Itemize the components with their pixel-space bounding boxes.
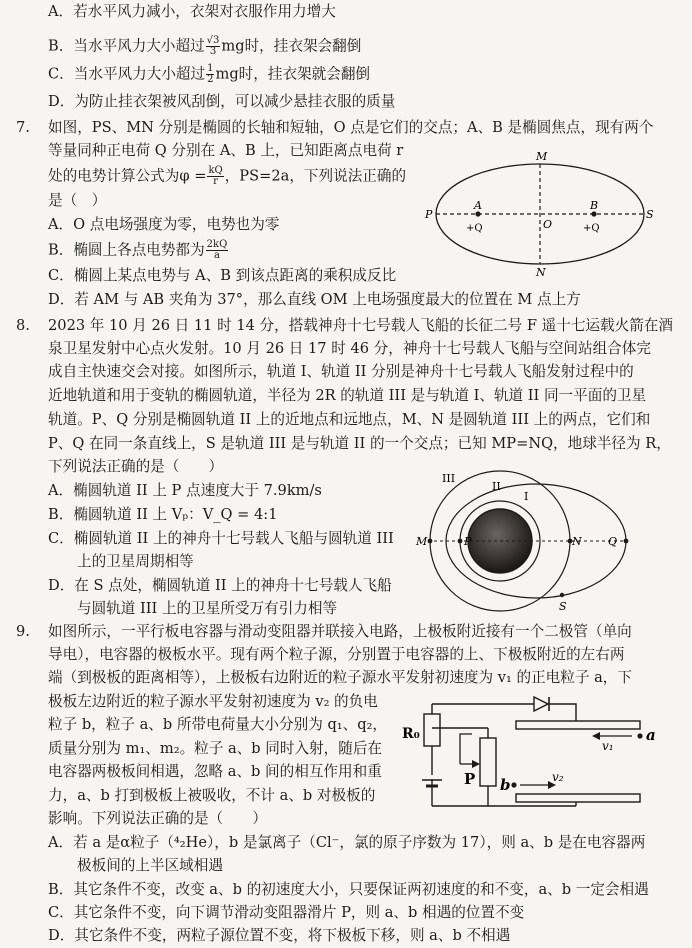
fraction: $\frac{2kQ}{a}$ [206, 239, 228, 261]
q7-stem-line: 等量同种正电荷 Q 分别在 A、B 上，已知距离点电荷 r [48, 142, 404, 159]
q8-option-c-cont: 上的卫星周期相等 [77, 553, 194, 570]
slider-wire [460, 734, 472, 764]
q7-option-d: D．若 AM 与 AB 夹角为 37°，那么直线 OM 上电场强度最大的位置在 M 点上方 [48, 291, 581, 308]
label-i: I [524, 490, 529, 503]
q9-option-a-cont: 极板间的上半区域相遇 [77, 857, 223, 874]
label-charge-b: +Q [583, 223, 600, 234]
label-m: M [536, 150, 548, 163]
particle-b [511, 782, 516, 787]
label-v2: v₂ [552, 770, 564, 784]
q6-option-b: B．当水平风力大小超过 $\frac{√3}{3}$ mg时，挂衣架会翻倒 [48, 35, 362, 57]
q9-stem-line: 质量分别为 m₁、m₂。粒子 a、b 同时入射，随后在 [48, 740, 383, 757]
q9-option-d: D．其它条件不变，两粒子源位置不变，将下极板下移，则 a、b 不相遇 [48, 927, 511, 944]
charge-a-dot [475, 211, 480, 216]
q8-option-c: C．椭圆轨道 II 上的神舟十七号载人飞船与圆轨道 III [48, 530, 394, 547]
q8-stem-line: 成自主快速交会对接。如图所示，轨道 I、轨道 II 分别是神舟十七号载人飞船发射过程中的 [48, 363, 634, 380]
q8-option-d-cont: 与圆轨道 III 上的卫星所受万有引力相等 [77, 600, 338, 617]
q6-option-d: D．为防止挂衣架被风刮倒，可以减少悬挂衣服的质量 [48, 93, 396, 110]
slider-arrow [472, 760, 480, 768]
q8-option-a: A．椭圆轨道 II 上 P 点速度大于 7.9km/s [48, 482, 322, 499]
label-b: B [590, 199, 599, 212]
q8-stem-line: 泉卫星发射中心点火发射。10 月 26 日 17 时 46 分，神舟十七号载人飞船与空间站组合体完 [48, 340, 651, 357]
label-p: P [464, 535, 472, 548]
lower-plate [516, 794, 640, 802]
q8-orbit-figure [412, 470, 652, 616]
q8-number: 8. [16, 317, 30, 334]
fraction: $\frac{1}{2}$ [207, 63, 214, 85]
label-slider-p: P [464, 770, 476, 788]
label-a: A [474, 199, 482, 212]
label-s: S [646, 208, 654, 221]
q8-stem-line: 近地轨道和用于变轨的椭圆轨道，半径为 2R 的轨道 III 是与轨道 I、轨道 II 同一平面的卫星 [48, 387, 647, 404]
q7-ellipse-figure [420, 148, 654, 279]
q7-stem-line: 是（ ） [48, 192, 107, 209]
q9-stem-line: 电容器两极板间相遇，忽略 a、b 间的相互作用和重 [48, 763, 382, 780]
particle-a [637, 733, 642, 738]
q9-stem-line: 粒子 b，粒子 a、b 所带电荷量大小分别为 q₁、q₂， [48, 716, 388, 733]
arrow-v1 [592, 732, 600, 740]
q9-stem-line: 力，a、b 打到极板上被吸收，不计 a、b 对极板的 [48, 787, 376, 804]
resistor-r0 [424, 714, 440, 746]
q8-stem-line: 2023 年 10 月 26 日 11 时 14 分，搭载神舟十七号载人飞船的长征二号 F 遥十七运载火箭在酒 [48, 317, 673, 334]
label-q: Q [608, 535, 618, 548]
point-m [428, 539, 433, 544]
q8-stem-line: 轨道。P、Q 分别是椭圆轨道 II 上的近地点和远地点，M、N 是圆轨道 III 上的两点，它们和 [48, 411, 651, 428]
label-ii: II [492, 480, 501, 493]
q9-stem-line: 端（到极板的距离相等），上极板右边附近的粒子源水平发射初速度为 v₁ 的正电粒子 a，下 [48, 669, 632, 686]
q8-option-d: D．在 S 点处，椭圆轨道 II 上的神舟十七号载人飞船 [48, 577, 392, 594]
label-p: P [425, 208, 433, 221]
label-charge-a: +Q [466, 223, 483, 234]
q9-stem-line: 如图所示，一平行板电容器与滑动变阻器并联接入电路，上极板附近接有一个二极管（单向 [48, 623, 632, 640]
q7-number: 7. [16, 119, 30, 136]
upper-plate [516, 721, 640, 729]
q9-circuit-figure [396, 688, 666, 826]
label-m: M [416, 535, 428, 548]
point-q [624, 539, 629, 544]
label-s: S [559, 600, 567, 613]
charge-b-dot [591, 211, 596, 216]
q9-stem-line: 导电），电容器的极板水平。现有两个粒子源，分别置于电容器的上、下极板附近的左右两 [48, 646, 625, 663]
diode [534, 697, 548, 711]
label-v1: v₁ [602, 739, 614, 753]
q9-option-b: B．其它条件不变，改变 a、b 的初速度大小，只要保证两初速度的和不变，a、b 一定会相遇 [48, 881, 649, 898]
point-s [560, 593, 564, 597]
q7-option-b: B．椭圆上各点电势都为 $\frac{2kQ}{a}$ [48, 239, 228, 261]
label-o: O [543, 218, 553, 231]
q9-number: 9. [16, 623, 30, 640]
q9-stem-line: 影响。下列说法正确的是（ ） [48, 810, 267, 827]
rheostat [480, 738, 496, 786]
label-n: N [572, 535, 582, 548]
q8-option-b: B．椭圆轨道 II 上 Vₚ：V_Q = 4:1 [48, 506, 278, 523]
label-iii: III [442, 472, 456, 485]
q6-option-a: A．若水平风力减小，衣架对衣服作用力增大 [48, 3, 336, 20]
label-r0: R₀ [402, 726, 420, 742]
q9-stem-line: 极板左边附近的粒子源水平发射初速度为 v₂ 的负电 [48, 693, 378, 710]
q6-option-c: C．当水平风力大小超过 $\frac{1}{2}$ mg时，挂衣架就会翻倒 [48, 63, 371, 85]
q9-option-a: A．若 a 是α粒子（⁴₂He），b 是氯离子（Cl⁻，氯的原子序数为 17），则 a、b 是在电容器两 [48, 834, 646, 851]
fraction: $\frac{kQ}{r}$ [208, 165, 223, 187]
q7-option-a: A．O 点电场强度为零，电势也为零 [48, 216, 280, 233]
q8-stem-line: P、Q 在同一条直线上，S 是轨道 III 是与轨道 II 的一个交点；已知 MP=NQ，地球半径为 R， [48, 435, 671, 452]
q8-stem-line: 下列说法正确的是（ ） [48, 458, 224, 475]
q7-stem-line: 如图，PS、MN 分别是椭圆的长轴和短轴，O 点是它们的交点；A、B 是椭圆焦点，现有两个 [48, 119, 654, 136]
label-n: N [536, 266, 546, 279]
q9-option-c: C．其它条件不变，向下调节滑动变阻器滑片 P，则 a、b 相遇的位置不变 [48, 904, 525, 921]
q7-stem-line: 处的电势计算公式为φ = $\frac{kQ}{r}$ ，PS=2a，下列说法正确的 [48, 165, 407, 187]
label-a: a [646, 726, 656, 744]
label-b: b [500, 776, 511, 794]
q7-option-c: C．椭圆上某点电势与 A、B 到该点距离的乘积成反比 [48, 267, 397, 284]
point-p [458, 539, 463, 544]
fraction: $\frac{√3}{3}$ [206, 35, 220, 57]
